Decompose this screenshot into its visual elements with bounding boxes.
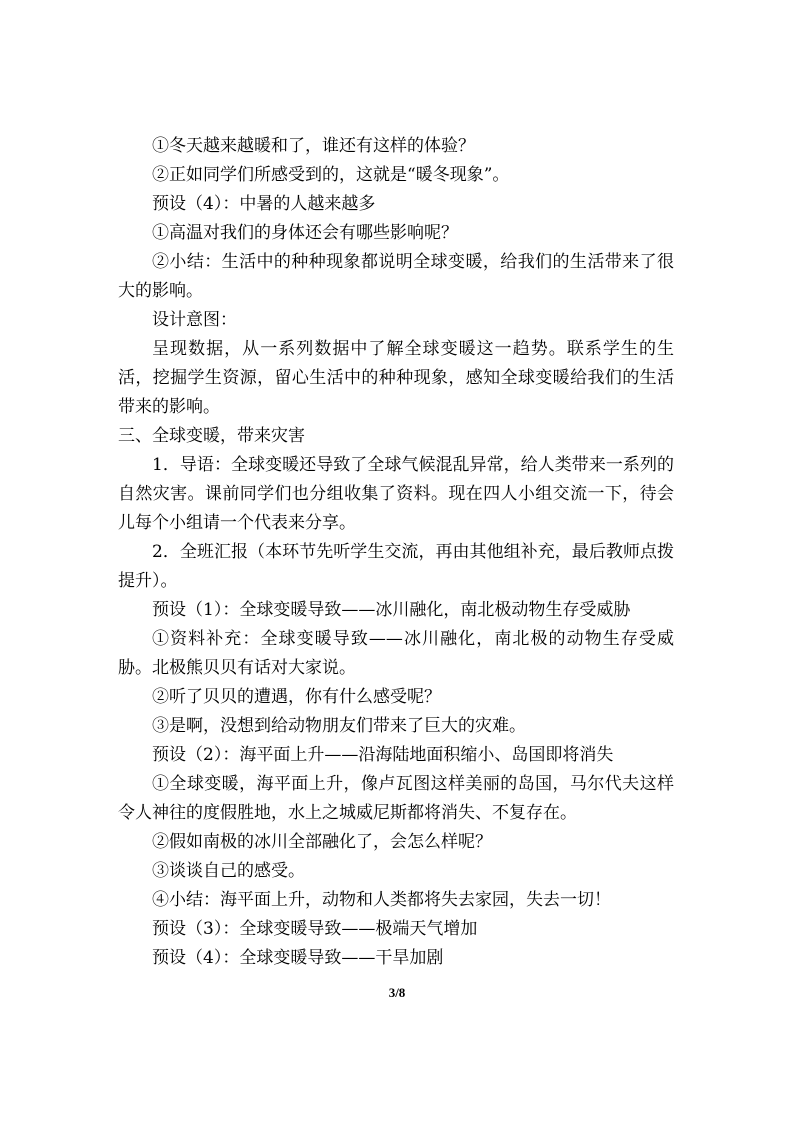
paragraph: 2．全班汇报（本环节先听学生交流，再由其他组补充，最后教师点拨提升）。 [118, 542, 674, 591]
paragraph: 预设（3）：全球变暖导致——极端天气增加 [152, 919, 478, 939]
paragraph: ④小结：海平面上升，动物和人类都将失去家园，失去一切！ [152, 890, 611, 910]
paragraph: ②正如同学们所感受到的，这就是“暖冬现象”。 [152, 165, 510, 185]
paragraph: ③是啊，没想到给动物朋友们带来了巨大的灾难。 [152, 716, 526, 736]
section-heading: 三、全球变暖，带来灾害 [118, 426, 305, 446]
paragraph: ②听了贝贝的遭遇，你有什么感受呢？ [152, 687, 441, 707]
paragraph: ①冬天越来越暖和了，谁还有这样的体验？ [152, 136, 475, 156]
document-body [118, 132, 674, 973]
paragraph: 呈现数据，从一系列数据中了解全球变暖这一趋势。联系学生的生活，挖掘学生资源，留心生活中的种种现象，感知全球变暖给我们的生活带来的影响。 [118, 339, 674, 417]
paragraph: 预设（2）：海平面上升——沿海陆地面积缩小、岛国即将消失 [152, 745, 614, 765]
paragraph: ①资料补充：全球变暖导致——冰川融化，南北极的动物生存受威胁。北极熊贝贝有话对大家说。 [118, 629, 674, 678]
paragraph: 预设（1）：全球变暖导致——冰川融化，南北极动物生存受威胁 [152, 600, 631, 620]
paragraph: 设计意图： [152, 310, 237, 330]
paragraph: ③谈谈自己的感受。 [152, 861, 305, 881]
paragraph: 预设（4）：全球变暖导致——干旱加剧 [152, 948, 444, 968]
paragraph: ②小结：生活中的种种现象都说明全球变暖，给我们的生活带来了很大的影响。 [118, 252, 674, 301]
paragraph: 1．导语：全球变暖还导致了全球气候混乱异常，给人类带来一系列的自然灾害。课前同学们也分组收集了资料。现在四人小组交流一下，待会儿每个小组请一个代表来分享。 [118, 455, 674, 533]
page-number: 3/8 [388, 985, 406, 1000]
paragraph: ①全球变暖，海平面上升，像卢瓦图这样美丽的岛国，马尔代夫这样令人神往的度假胜地，水上之城威尼斯都将消失、不复存在。 [118, 774, 674, 823]
paragraph: ②假如南极的冰川全部融化了，会怎么样呢？ [152, 832, 492, 852]
paragraph: ①高温对我们的身体还会有哪些影响呢？ [152, 223, 458, 243]
paragraph: 预设（4）：中暑的人越来越多 [152, 194, 376, 214]
